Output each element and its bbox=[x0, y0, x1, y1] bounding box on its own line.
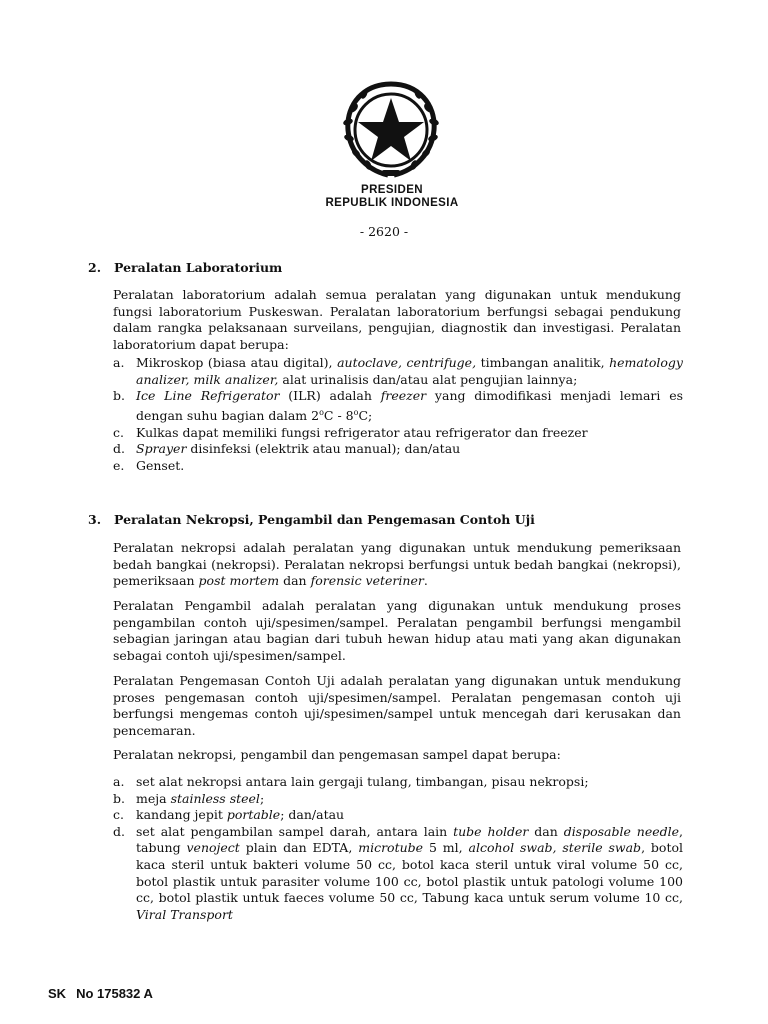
section-3-paragraph-4: Peralatan nekropsi, pengambil dan pengemasan sampel dapat berupa: bbox=[113, 747, 561, 762]
section-2-number: 2. bbox=[88, 260, 102, 275]
section-2-title: Peralatan Laboratorium bbox=[114, 260, 283, 275]
list-marker: d. bbox=[113, 823, 125, 839]
list-marker: c. bbox=[113, 424, 124, 440]
footer-code: SK bbox=[48, 986, 67, 1001]
list-item: d. Sprayer disinfeksi (elektrik atau manual); dan/atau bbox=[113, 441, 461, 457]
list-marker: b. bbox=[113, 790, 125, 806]
list-item: c. kandang jepit portable; dan/atau bbox=[113, 807, 345, 823]
section-3-heading bbox=[88, 512, 535, 527]
header-title-republik: REPUBLIK INDONESIA bbox=[325, 197, 459, 209]
section-2-heading bbox=[88, 260, 282, 275]
list-marker: a. bbox=[113, 355, 125, 370]
footer-number: No 175832 A bbox=[76, 986, 153, 1001]
section-2-intro: Peralatan laboratorium adalah semua peralatan yang digunakan untuk mendukung fungsi laboratorium Puskeswan. Peralatan laboratorium berfungsi sebagai pendukung dalam rangka pelaksanaan surveilans, pengujian, diagnostik dan investigasi. Peralatan laboratorium dapat berupa: bbox=[113, 287, 681, 352]
list-item: c. Kulkas dapat memiliki fungsi refrigerator atau refrigerator dan freezer bbox=[113, 424, 588, 440]
list-marker: d. bbox=[113, 441, 125, 457]
list-marker: b. bbox=[113, 388, 125, 404]
list-item: a. set alat nekropsi antara lain gergaji tulang, timbangan, pisau nekropsi; bbox=[113, 774, 589, 789]
page-number: - 2620 - bbox=[359, 224, 409, 239]
list-item: e. Genset. bbox=[113, 457, 185, 473]
list-marker: c. bbox=[113, 807, 124, 823]
footer-doc-number bbox=[48, 986, 153, 1001]
section-3-paragraph-1: Peralatan nekropsi adalah peralatan yang digunakan untuk mendukung pemeriksaan bedah bangkai (nekropsi). Peralatan nekropsi berfungsi untuk bedah bangkai (nekropsi), pemeriksaan post mortem dan forensic veteriner. bbox=[113, 540, 681, 589]
list-item: b. Ice Line Refrigerator (ILR) adalah freezer yang dimodifikasi menjadi lemari es dengan suhu bagian dalam 2$^o$C - 8$^o$C; bbox=[113, 388, 684, 423]
list-item: b. meja stainless steel; bbox=[113, 790, 265, 806]
garuda-star-emblem-icon bbox=[338, 78, 444, 182]
section-3-paragraph-2: Peralatan Pengambil adalah peralatan yang digunakan untuk mendukung proses pengambilan contoh uji/spesimen/sampel. Peralatan pengambil berfungsi mengambil sebagian jaringan atau bagian dari tubuh hewan hidup atau mati yang akan digunakan sebagai contoh uji/spesimen/sampel. bbox=[113, 598, 681, 663]
section-3-paragraph-3: Peralatan Pengemasan Contoh Uji adalah peralatan yang digunakan untuk mendukung proses pengemasan contoh uji/spesimen/sampel. Peralatan pengemasan contoh uji berfungsi mengemas contoh uji/spesimen/sampel untuk mencegah dari kerusakan dan pencemaran. bbox=[113, 673, 681, 738]
section-3-number: 3. bbox=[88, 512, 102, 527]
section-3-title: Peralatan Nekropsi, Pengambil dan Pengemasan Contoh Uji bbox=[114, 512, 535, 527]
list-marker: e. bbox=[113, 457, 125, 473]
section-2-list bbox=[113, 355, 683, 474]
list-item: a. Mikroskop (biasa atau digital), autoclave, centrifuge, timbangan analitik, hematology analizer, milk analizer, alat urinalisis dan/atau alat pengujian lainnya; bbox=[113, 355, 683, 387]
section-3-list bbox=[113, 774, 683, 923]
header-title-presiden: PRESIDEN bbox=[361, 184, 423, 196]
list-marker: a. bbox=[113, 774, 125, 789]
list-item: d. set alat pengambilan sampel darah, antara lain tube holder dan disposable needle, tabung venoject plain dan EDTA, microtube 5 ml, alcohol swab, sterile swab, botol kaca steril untuk bakteri volume 50 cc, botol kaca steril untuk viral volume 50 cc, botol plastik untuk parasiter volume 100 cc, botol plastik untuk patologi volume 100 cc, botol plastik untuk faeces volume 50 cc, Tabung kaca untuk serum volume 10 cc, Viral Transport bbox=[113, 823, 684, 922]
